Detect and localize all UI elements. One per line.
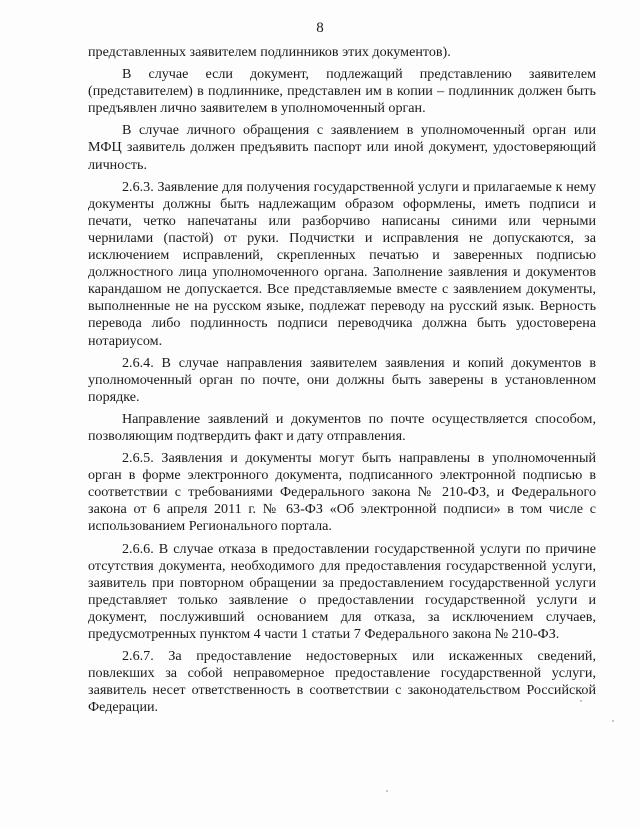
paragraph-2-6-7: 2.6.7. За предоставление недостоверных или искаженных сведений, повлекших за собой неправомерное предоставление государственной услуги, заявитель несет ответственность в соответствии с законодательством Российской Федерации. bbox=[88, 648, 596, 716]
paragraph-2-6-6: 2.6.6. В случае отказа в предоставлении государственной услуги по причине отсутствия документа, необходимого для предоставления государственной услуги, заявитель при повторном обращении за предоставлением государственной услуги представляет только заявление о предоставлении государственной услуги и документ, послуживший основанием для отказа, за исключением случаев, предусмотренных пунктом 4 части 1 статьи 7 Федерального закона № 210-ФЗ. bbox=[88, 540, 596, 642]
scan-artifact bbox=[386, 790, 388, 792]
paragraph: представленных заявителем подлинников этих документов). bbox=[88, 44, 451, 60]
paragraph-2-6-4: 2.6.4. В случае направления заявителем заявления и копий документов в уполномоченный орган по почте, они должны быть заверены в установленном порядке. bbox=[88, 354, 596, 405]
scan-artifact bbox=[580, 700, 582, 702]
paragraph: Направление заявлений и документов по почте осуществляется способом, позволяющим подтвердить факт и дату отправления. bbox=[88, 410, 596, 444]
paragraph: В случае личного обращения с заявлением в уполномоченный орган или МФЦ заявитель должен предъявить паспорт или иной документ, удостоверяющий личность. bbox=[88, 122, 596, 173]
paragraph: В случае если документ, подлежащий представлению заявителем (представителем) в подлиннике, представлен им в копии – подлинник должен быть предъявлен лично заявителем в уполномоченный орган. bbox=[88, 66, 596, 117]
document-body bbox=[88, 44, 596, 721]
page-number: 8 bbox=[316, 20, 324, 36]
scan-artifact bbox=[612, 720, 614, 722]
paragraph-2-6-5: 2.6.5. Заявления и документы могут быть направлены в уполномоченный орган в форме электронного документа, подписанного электронной подписью в соответствии с требованиями Федерального закона № 210-ФЗ, и Федерального закона от 6 апреля 2011 г. № 63-ФЗ «Об электронной подписи» в том числе с использованием Регионального портала. bbox=[88, 450, 596, 535]
paragraph-2-6-3: 2.6.3. Заявление для получения государственной услуги и прилагаемые к нему документы должны быть надлежащим образом оформлены, иметь подписи и печати, четко напечатаны или разборчиво написаны синими или черными чернилами (пастой) от руки. Подчистки и исправления не допускаются, за исключением исправлений, скрепленных печатью и заверенных подписью должностного лица уполномоченного органа. Заполнение заявления и документов карандашом не допускается. Все представляемые вместе с заявлением документы, выполненные не на русском языке, подлежат переводу на русский язык. Верность перевода либо подлинность подписи переводчика должна быть удостоверена нотариусом. bbox=[88, 178, 596, 349]
